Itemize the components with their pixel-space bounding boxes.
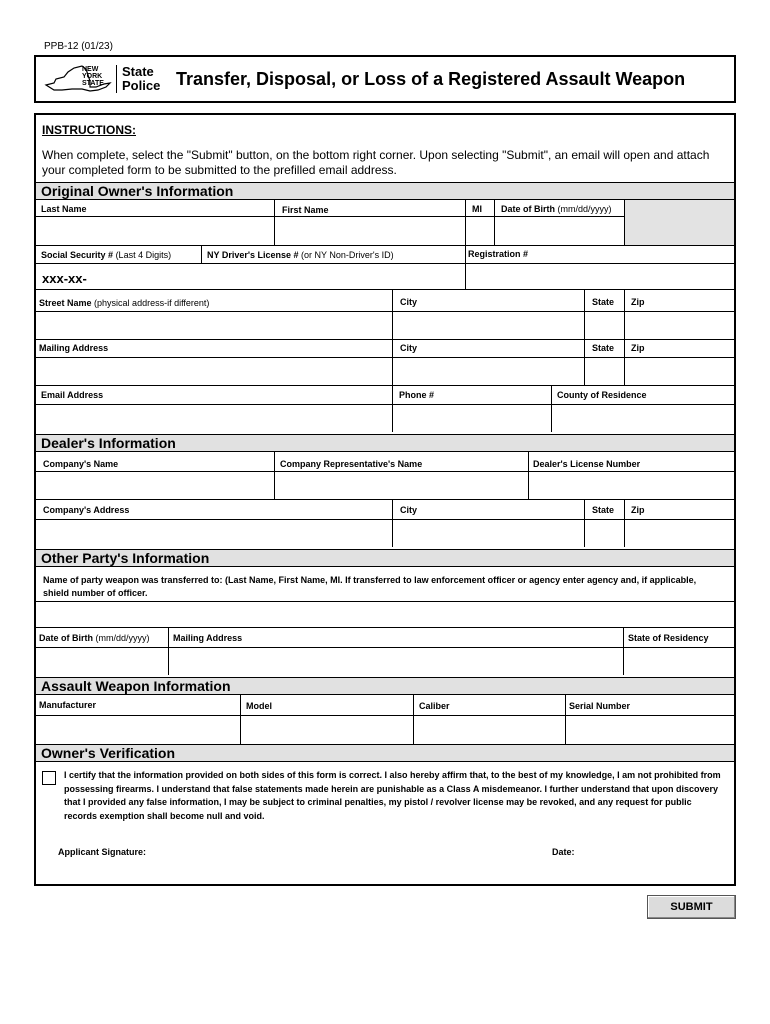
divider <box>624 289 625 339</box>
serial-input[interactable] <box>566 715 734 745</box>
instructions-heading: INSTRUCTIONS: <box>42 123 136 137</box>
dealer-state-input[interactable] <box>585 519 623 547</box>
form-title: Transfer, Disposal, or Loss of a Registered Assault Weapon <box>176 69 686 89</box>
divider <box>36 263 734 264</box>
logo-new: NEW <box>82 66 99 73</box>
license-input[interactable] <box>529 471 734 499</box>
label-model: Model <box>246 701 272 711</box>
divider <box>36 311 734 312</box>
street-input[interactable] <box>36 311 391 339</box>
divider <box>494 200 495 245</box>
instructions-text: When complete, select the "Submit" button, on the bottom right corner. Upon selecting "Submit", an email will open and attach your completed form to be submitted to the prefilled email address. <box>42 148 710 177</box>
label-license: Dealer's License Number <box>533 459 641 469</box>
divider <box>240 695 241 745</box>
section-heading: Original Owner's Information <box>41 183 234 199</box>
divider <box>392 289 393 339</box>
divider <box>36 647 734 648</box>
email-input[interactable] <box>36 404 391 432</box>
dealer-zip-input[interactable] <box>625 519 734 547</box>
certification-text: I certify that the information provided on both sides of this form is correct. I also hereby affirm that, to the best of my knowledge, I am not prohibited from possessing firearms. I understand that false statements made herein are punishable as a Class A misdemeanor. I further understand that upon discovery that I provided any false information, I may be subject to criminal penalties, my pistol / revolver license may be revoked, and any request for public records exemption shall become null and void. <box>64 770 721 821</box>
divider <box>274 200 275 245</box>
divider <box>36 601 734 602</box>
nys-logo-icon <box>44 63 116 95</box>
divider <box>36 627 734 628</box>
last-name-input[interactable] <box>36 216 274 245</box>
divider <box>168 627 169 675</box>
divider <box>36 499 734 500</box>
dob-shaded-cell <box>625 200 734 245</box>
county-input[interactable] <box>552 404 734 432</box>
label-manufacturer: Manufacturer <box>39 700 97 710</box>
dob-input[interactable] <box>495 216 624 245</box>
label-ssn: Social Security # (Last 4 Digits) <box>41 250 172 260</box>
divider <box>584 339 585 385</box>
divider <box>392 339 393 385</box>
label-zip: Zip <box>631 297 645 307</box>
label-company-address: Company's Address <box>43 505 130 515</box>
divider <box>624 339 625 385</box>
party-name-input[interactable] <box>36 601 734 627</box>
divider <box>274 452 275 499</box>
mailing-zip-input[interactable] <box>625 357 734 385</box>
ssn-prefix: xxx-xx- <box>42 271 87 286</box>
section-heading: Assault Weapon Information <box>41 678 231 694</box>
divider <box>201 245 202 263</box>
party-dob-input[interactable] <box>36 647 167 675</box>
manufacturer-input[interactable] <box>36 715 239 745</box>
date-label: Date: <box>552 847 575 857</box>
divider <box>36 471 734 472</box>
mailing-city-input[interactable] <box>393 357 583 385</box>
divider <box>624 200 625 245</box>
divider <box>584 499 585 547</box>
label-last-name: Last Name <box>41 204 87 214</box>
rep-name-input[interactable] <box>275 471 527 499</box>
divider <box>551 385 552 432</box>
label-party-mailing: Mailing Address <box>173 633 243 643</box>
label-dob: Date of Birth (mm/dd/yyyy) <box>501 204 612 214</box>
state-input[interactable] <box>585 311 623 339</box>
divider <box>36 289 734 290</box>
divider <box>584 289 585 339</box>
label-residency: State of Residency <box>628 633 709 643</box>
label-mi: MI <box>472 204 482 214</box>
form-body <box>34 113 736 886</box>
label-dealer-zip: Zip <box>631 505 645 515</box>
caliber-input[interactable] <box>414 715 564 745</box>
label-dl: NY Driver's License # (or NY Non-Driver's ID) <box>207 250 394 260</box>
section-weapon <box>36 677 734 695</box>
label-street: Street Name (physical address-if different) <box>39 298 210 308</box>
label-mailing: Mailing Address <box>39 343 109 353</box>
label-first-name: First Name <box>282 205 329 215</box>
divider <box>413 695 414 745</box>
drivers-license-input[interactable] <box>202 263 464 289</box>
signature-input[interactable] <box>166 841 536 863</box>
first-name-input[interactable] <box>275 216 465 245</box>
label-dealer-city: City <box>400 505 418 515</box>
section-heading: Owner's Verification <box>41 745 176 761</box>
zip-input[interactable] <box>625 311 734 339</box>
label-registration: Registration # <box>468 249 529 259</box>
label-serial: Serial Number <box>569 701 631 711</box>
label-party-name: Name of party weapon was transferred to: (Last Name, First Name, MI. If transferred to law enforcement officer or agency enter agency and, if applicable, shield number of officer. <box>43 575 697 598</box>
mailing-state-input[interactable] <box>585 357 623 385</box>
section-dealer <box>36 434 734 452</box>
date-input[interactable] <box>584 841 724 863</box>
party-mailing-input[interactable] <box>169 647 622 675</box>
divider <box>624 499 625 547</box>
label-state-2: State <box>592 343 615 353</box>
label-city: City <box>400 297 418 307</box>
label-dealer-state: State <box>592 505 615 515</box>
model-input[interactable] <box>241 715 412 745</box>
agency-line1: State <box>122 64 154 79</box>
logo-york: YORK <box>82 73 103 80</box>
signature-label: Applicant Signature: <box>58 847 147 857</box>
divider <box>36 339 734 340</box>
certify-checkbox[interactable] <box>42 771 56 785</box>
label-caliber: Caliber <box>419 701 450 711</box>
company-name-input[interactable] <box>36 471 273 499</box>
mi-input[interactable] <box>466 216 494 245</box>
mailing-input[interactable] <box>36 357 391 385</box>
divider <box>36 357 734 358</box>
logo-state: STATE <box>82 80 104 87</box>
divider <box>565 695 566 745</box>
divider <box>36 519 734 520</box>
divider <box>465 245 466 289</box>
phone-input[interactable] <box>393 404 550 432</box>
label-company-name: Company's Name <box>43 459 119 469</box>
divider <box>623 627 624 675</box>
registration-input[interactable] <box>466 263 734 289</box>
label-state: State <box>592 297 615 307</box>
form-number: PPB-12 (01/23) <box>44 41 113 52</box>
divider <box>465 200 466 245</box>
label-county: County of Residence <box>557 390 647 400</box>
label-party-dob: Date of Birth (mm/dd/yyyy) <box>39 633 150 643</box>
divider <box>392 385 393 432</box>
divider <box>36 715 734 716</box>
divider <box>36 216 625 217</box>
logo-divider <box>116 65 117 93</box>
label-city-2: City <box>400 343 418 353</box>
form-header <box>34 55 736 103</box>
divider <box>528 452 529 499</box>
submit-button[interactable]: SUBMIT <box>647 895 736 919</box>
city-input[interactable] <box>393 311 583 339</box>
dealer-city-input[interactable] <box>393 519 583 547</box>
label-rep-name: Company Representative's Name <box>280 459 423 469</box>
divider <box>36 245 734 246</box>
label-phone: Phone # <box>399 390 435 400</box>
section-heading: Other Party's Information <box>41 550 210 566</box>
section-original-owner <box>36 182 734 200</box>
residency-input[interactable] <box>624 647 734 675</box>
divider <box>36 385 734 386</box>
divider <box>392 499 393 547</box>
ssn-input[interactable] <box>98 263 198 289</box>
label-zip-2: Zip <box>631 343 645 353</box>
section-verification <box>36 744 734 762</box>
divider <box>36 404 734 405</box>
section-other-party <box>36 549 734 567</box>
agency-line2: Police <box>122 78 161 93</box>
company-address-input[interactable] <box>36 519 391 547</box>
section-heading: Dealer's Information <box>41 435 176 451</box>
agency-logo-text <box>122 65 160 93</box>
label-email: Email Address <box>41 390 104 400</box>
